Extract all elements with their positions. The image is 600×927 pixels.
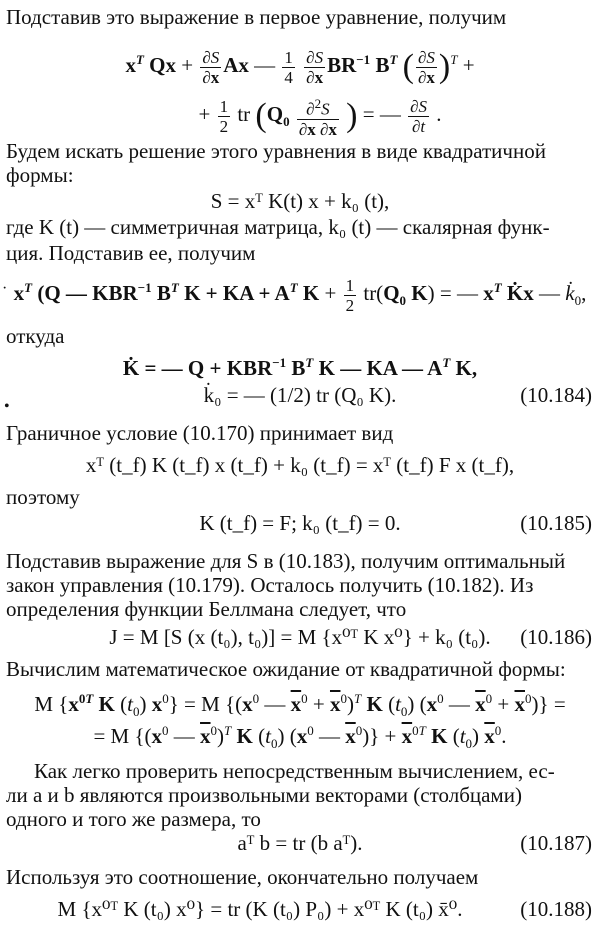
paragraph-expectation: Вычислим математическое ожидание от квадратичной формы: bbox=[6, 657, 566, 681]
equation-expectation-line-1: M {$x^{0T}$ K $(t_0) x^0\} = M$ {($x^0$ — $\overline{x}^0 + \overline{x}^0)^T$ K $(t_0)$ ($x^0$ — $\overline{x}^0 + \overline{x}^0$)} = bbox=[34, 691, 566, 720]
paragraph-therefore: поэтому bbox=[6, 485, 80, 509]
equation-riccati: K̇ = — $Q + KBR^{-1}$ $B^T$ K — KA — $A^T$ K, bbox=[122, 355, 478, 380]
paragraph-intro: Подставив это выражение в первое уравнение, получим bbox=[6, 5, 507, 29]
paragraph-trace-identity-cont: ли a и b являются произвольными векторами (столбцами) bbox=[6, 783, 522, 807]
equation-number-186: (10.186) bbox=[520, 625, 592, 649]
equation-substituted: $x^T$ (Q — $KBR^{-1}$ $B^T$ K + KA + $A^T$ K + $\frac{1}{2}$ $tr(Q_0$ K) = — $x^T$ K̇x — $k̇_0$, bbox=[13, 275, 587, 315]
equation-number-187: (10.187) bbox=[520, 831, 592, 855]
equation-final: M {x⁰ᵀ K (t₀) x⁰} = tr (K (t₀) P₀) + x⁰ᵀ K (t₀) x̄⁰. bbox=[57, 897, 463, 921]
equation-quadratic-form: S = xᵀ K(t) x + k₀ (t), bbox=[210, 189, 390, 213]
equation-terminal: K (t_f) = F; k₀ (t_f) = 0. bbox=[199, 511, 401, 535]
equation-trace: aᵀ b = tr (b aᵀ). bbox=[237, 831, 363, 855]
paragraph-quadratic-form-cont: формы: bbox=[6, 163, 74, 187]
hjb-equation-line-2: + $\frac{1}{2}$ tr ($Q_0$ $\frac{\partial^2S}{\partial x \partial x}$ ) = — $\frac{\partial S}{\partial t}$ . bbox=[198, 95, 442, 139]
equation-number-188: (10.188) bbox=[520, 897, 592, 921]
paragraph-definitions: где K (t) — симметричная матрица, k₀ (t) — скалярная функ- bbox=[6, 215, 550, 239]
scan-mark: • bbox=[4, 398, 10, 415]
paragraph-trace-identity: Как легко проверить непосредственным вычислением, ес- bbox=[34, 759, 555, 783]
paragraph-optimal-law-cont: закон управления (10.179). Осталось получить (10.182). Из bbox=[6, 573, 534, 597]
equation-bellman: J = M [S (x (t₀), t₀)] = M {x⁰ᵀ K x⁰} + k₀ (t₀). bbox=[109, 625, 491, 649]
scan-mark: · bbox=[2, 280, 8, 297]
equation-boundary: xᵀ (t_f) K (t_f) x (t_f) + k₀ (t_f) = xᵀ (t_f) F x (t_f), bbox=[85, 453, 515, 477]
paragraph-optimal-law-end: определения функции Беллмана следует, что bbox=[6, 597, 407, 621]
equation-k0-dot: k̇₀ = — (1/2) tr (Q₀ K). bbox=[203, 383, 397, 407]
hjb-equation-line-1: $x^T$ Qx + $\frac{\partial S}{\partial x}$ Ax — $\frac{1}{4}$ $\frac{\partial S}{\partial x}$ $BR^{-1}$ $B^T$ ( $\frac{\partial S}{\partial x}$ )$^T$ + bbox=[125, 47, 475, 87]
paragraph-trace-identity-end: одного и того же размера, то bbox=[6, 807, 261, 831]
paragraph-final: Используя это соотношение, окончательно получаем bbox=[6, 865, 479, 889]
paragraph-boundary: Граничное условие (10.170) принимает вид bbox=[6, 421, 394, 445]
paragraph-quadratic-form: Будем искать решение этого уравнения в виде квадратичной bbox=[6, 139, 546, 163]
equation-number-185: (10.185) bbox=[520, 511, 592, 535]
equation-expectation-line-2: = M {($x^0$ — $\overline{x}^0)^T$ K $(t_0)$ ($x^0$ — $\overline{x}^0)\} + \overline{x}^{0T}$ K $(t_0)$ $\overline{x}^0$. bbox=[93, 723, 507, 752]
paragraph-whence: откуда bbox=[6, 324, 65, 348]
equation-number-184: (10.184) bbox=[520, 383, 592, 407]
paragraph-optimal-law: Подставив выражение для S в (10.183), получим оптимальный bbox=[6, 549, 566, 573]
paragraph-definitions-cont: ция. Подставив ее, получим bbox=[6, 241, 256, 265]
